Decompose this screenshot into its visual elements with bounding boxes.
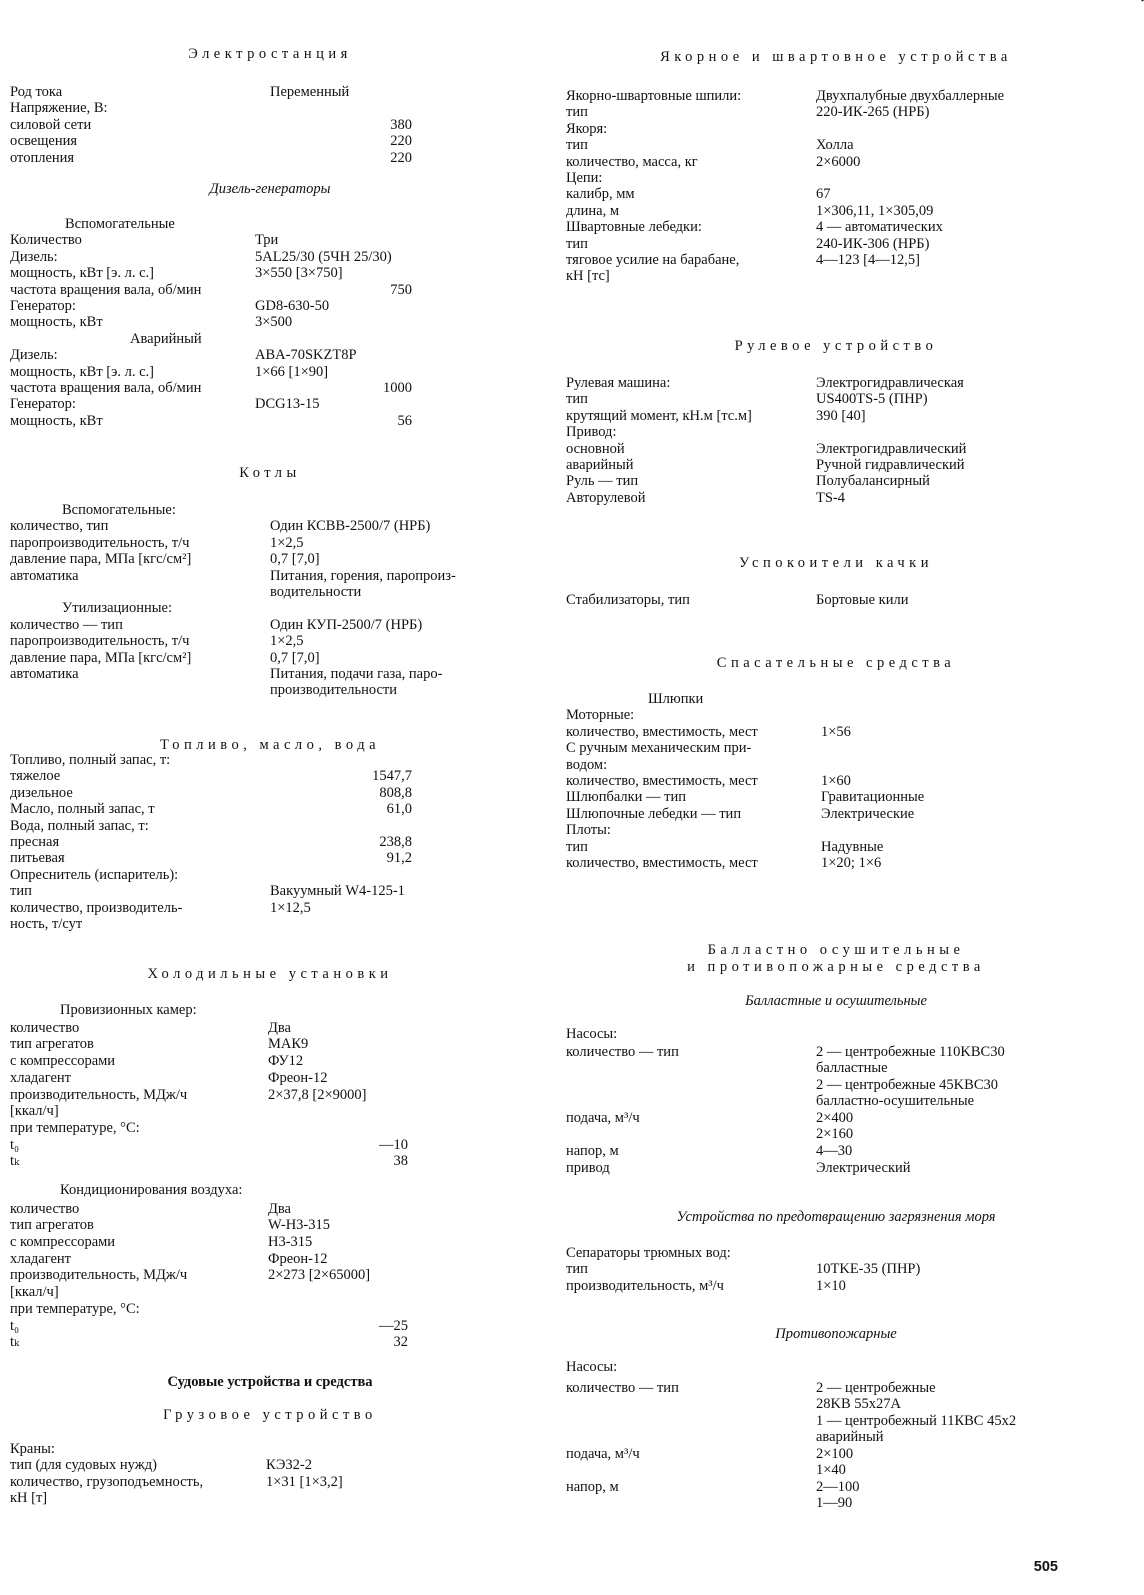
row-label: Генератор: [10, 298, 76, 314]
row-value: Два [268, 1201, 291, 1217]
row-value: 1×31 [1×3,2] [266, 1473, 343, 1490]
row-value: ABA-70SKZT8P [255, 347, 357, 364]
row-number: 220 [390, 133, 412, 150]
row-label: Утилизационные: [62, 600, 173, 617]
row-label: хладагент [10, 1070, 72, 1086]
row-value: 1—90 [816, 1495, 853, 1511]
row-value: 1×12,5 [270, 899, 311, 916]
row-value: 2×400 [816, 1110, 854, 1126]
section-title: Рулевое устройство [734, 338, 938, 354]
row-label: тип (для судовых нужд) [10, 1457, 157, 1474]
row-label: ность, т/сут [10, 916, 83, 932]
row-label: Провизионных камер: [60, 1002, 197, 1018]
row-label: Цепи: [566, 170, 603, 186]
row-label: Якорно-швартовные шпили: [566, 88, 742, 104]
row-label: Аварийный [130, 330, 202, 347]
page-number: 505 [1033, 1559, 1058, 1575]
row-label: с компрессорами [10, 1234, 116, 1250]
row-label: тяжелое [10, 768, 61, 785]
row-number: 91,2 [386, 850, 412, 867]
row-value: Электрогидравлическая [816, 375, 964, 391]
row-value: Бортовые кили [816, 592, 909, 608]
row-label: основной [566, 440, 625, 457]
row-label: мощность, кВт [10, 412, 103, 429]
row-label: силовой сети [10, 116, 92, 133]
row-value: ФУ12 [268, 1053, 304, 1069]
row-label: количество, вместимость, мест [566, 773, 758, 789]
row-label: напор, м [566, 1479, 619, 1495]
row-label: Вспомогательные: [62, 502, 176, 518]
row-label: тип [566, 391, 588, 408]
row-value: H3-315 [268, 1234, 313, 1250]
row-value: 67 [816, 186, 831, 203]
row-number: 56 [397, 412, 412, 429]
section-title: Балластно осушительные [707, 942, 965, 958]
row-label: тип [566, 137, 588, 154]
row-label: tₖ [10, 1153, 20, 1169]
row-label: Сепараторы трюмных вод: [566, 1245, 731, 1261]
row-value: КЭ32-2 [266, 1457, 312, 1474]
row-label: тип [566, 1261, 588, 1278]
row-label: С ручным механическим при- [566, 740, 752, 757]
row-value: Питания, горения, паропроиз- [270, 567, 456, 584]
row-value: 1×40 [816, 1462, 846, 1478]
row-value: Электрический [816, 1160, 911, 1176]
row-label: количество — тип [10, 616, 123, 633]
row-label: при температуре, °С: [10, 1120, 140, 1136]
row-label: Плоты: [566, 822, 611, 839]
row-value: 2×160 [816, 1126, 854, 1142]
row-value: Холла [816, 137, 854, 154]
row-label: тип агрегатов [10, 1036, 94, 1052]
row-value: производительности [270, 682, 397, 699]
row-label: Насосы: [566, 1026, 618, 1042]
row-label: автоматика [10, 567, 79, 584]
row-label: Насосы: [566, 1359, 618, 1375]
row-value: 0,7 [7,0] [270, 551, 320, 568]
section-title: Холодильные установки [147, 966, 393, 982]
row-label: аварийный [566, 457, 634, 473]
row-label: Шлюпбалки — тип [566, 789, 687, 806]
row-label: питьевая [10, 850, 65, 867]
row-label: Шлюпочные лебедки — тип [566, 805, 742, 822]
row-value: 1×10 [816, 1277, 846, 1294]
row-value: 1×56 [821, 723, 851, 740]
row-value: 4—30 [816, 1143, 853, 1159]
section-title: Котлы [239, 465, 301, 481]
row-value: Переменный [270, 84, 350, 100]
row-label: Вспомогательные [65, 216, 175, 232]
row-label: количество, грузоподъемность, [10, 1473, 204, 1490]
row-number: 1000 [383, 380, 412, 396]
row-value: Один КСВВ-2500/7 (НРБ) [270, 518, 431, 535]
row-value: 2 — центробежные 110KBC30 [816, 1044, 1005, 1060]
row-value: 3×550 [3×750] [255, 265, 343, 282]
row-label: Дизель: [10, 248, 58, 265]
row-value: 2×100 [816, 1446, 854, 1462]
row-number: 750 [390, 281, 412, 298]
subsection-title: Дизель-генераторы [209, 181, 331, 197]
row-number: 220 [390, 149, 412, 166]
section-title: Электростанция [188, 46, 352, 62]
row-value: Три [255, 232, 279, 249]
row-value: Электрогидравлический [816, 440, 967, 457]
row-label: количество, тип [10, 518, 109, 535]
row-label: производительность, м³/ч [566, 1277, 724, 1294]
row-value: МАК9 [268, 1036, 309, 1052]
row-value: водительности [270, 584, 362, 600]
row-number: 238,8 [379, 834, 412, 850]
row-label: Дизель: [10, 347, 58, 364]
row-label: t₀ [10, 1137, 20, 1153]
row-label: количество [10, 1201, 80, 1217]
row-value: Фреон-12 [268, 1070, 328, 1086]
row-value: 4 — автоматических [816, 219, 943, 236]
row-label: Рулевая машина: [566, 375, 671, 391]
row-label: дизельное [10, 784, 73, 801]
row-label: подача, м³/ч [566, 1446, 640, 1462]
row-label: крутящий момент, кН.м [тс.м] [566, 407, 752, 424]
row-value: 1×306,11, 1×305,09 [816, 202, 934, 219]
row-value: Гравитационные [821, 789, 925, 806]
row-label: привод [566, 1160, 610, 1176]
row-label: напор, м [566, 1143, 619, 1159]
row-label: Вода, полный запас, т: [10, 817, 149, 834]
row-value: 0,7 [7,0] [270, 649, 320, 666]
row-value: 1×60 [821, 773, 851, 789]
row-label: Шлюпки [648, 691, 704, 707]
row-label: тип [566, 104, 588, 121]
row-number: 38 [393, 1153, 408, 1169]
row-value: 1×2,5 [270, 534, 304, 551]
row-label: Масло, полный запас, т [10, 801, 155, 818]
row-label: количество, вместимость, мест [566, 855, 758, 871]
row-value: 1×20; 1×6 [821, 855, 882, 871]
row-label: производительность, МДж/ч [10, 1267, 188, 1283]
row-label: Стабилизаторы, тип [566, 592, 690, 608]
row-label: Руль — тип [566, 473, 639, 490]
row-value: W-H3-315 [268, 1217, 331, 1233]
subsection-title: Балластные и осушительные [745, 993, 927, 1009]
row-label: тип [566, 235, 588, 252]
row-label: при температуре, °С: [10, 1301, 140, 1317]
row-label: [ккал/ч] [10, 1103, 59, 1119]
row-label: количество, вместимость, мест [566, 723, 758, 740]
row-label: t₀ [10, 1318, 20, 1334]
row-number: 808,8 [379, 784, 412, 801]
row-value: Надувные [821, 838, 884, 855]
row-label: хладагент [10, 1251, 72, 1267]
row-value: GD8-630-50 [255, 298, 330, 314]
corner-scan-line [1113, 0, 1144, 2]
row-value: 2 — центробежные [816, 1380, 936, 1396]
row-label: Кондиционирования воздуха: [60, 1182, 243, 1198]
row-value: балластные [816, 1060, 888, 1076]
row-number: —10 [379, 1137, 408, 1153]
section-title: Топливо, масло, вода [159, 737, 381, 753]
row-label: кН [тс] [566, 268, 610, 285]
row-value: 2—100 [816, 1479, 860, 1495]
row-value: 220-ИК-265 (НРБ) [816, 104, 930, 121]
row-number: 1547,7 [372, 768, 412, 785]
row-value: 390 [40] [816, 407, 866, 424]
row-value: 2 — центробежные 45KBC30 [816, 1077, 998, 1093]
row-label: производительность, МДж/ч [10, 1087, 188, 1103]
row-label: подача, м³/ч [566, 1110, 640, 1126]
row-value: 2×6000 [816, 153, 861, 170]
row-value: 3×500 [255, 314, 293, 331]
row-value: Питания, подачи газа, паро- [270, 666, 443, 682]
row-label: мощность, кВт [э. л. с.] [10, 265, 154, 282]
row-label: паропроизводительность, т/ч [10, 633, 190, 650]
row-label: Моторные: [566, 707, 635, 724]
row-value: 240-ИК-306 (НРБ) [816, 235, 930, 252]
row-label: автоматика [10, 666, 79, 682]
row-value: TS-4 [816, 489, 845, 506]
row-label: [ккал/ч] [10, 1284, 59, 1300]
row-value: балластно-осушительные [816, 1093, 975, 1109]
section-title: Грузовое устройство [163, 1407, 377, 1423]
section-title: Спасательные средства [716, 655, 956, 671]
row-label: количество, масса, кг [566, 153, 698, 170]
section-title: Успокоители качки [739, 555, 933, 571]
row-label: количество [10, 1020, 80, 1036]
row-label: Род тока [10, 84, 63, 100]
row-label: Привод: [566, 424, 617, 441]
row-value: Полубалансирный [816, 473, 930, 490]
row-value: 2×37,8 [2×9000] [268, 1087, 367, 1103]
section-title: и противопожарные средства [687, 959, 985, 975]
row-label: Якоря: [566, 120, 608, 137]
row-number: 32 [393, 1334, 408, 1350]
row-value: DCG13-15 [255, 396, 320, 413]
row-label: давление пара, МПа [кгс/см²] [10, 649, 192, 666]
row-value: аварийный [816, 1429, 884, 1445]
row-label: Топливо, полный запас, т: [10, 752, 171, 768]
row-label: водом: [566, 756, 608, 773]
row-label: тип агрегатов [10, 1217, 94, 1233]
row-label: частота вращения вала, об/мин [10, 281, 202, 298]
row-label: Швартовные лебедки: [566, 219, 702, 236]
row-label: давление пара, МПа [кгс/см²] [10, 551, 192, 568]
row-value: 28KB 55x27A [816, 1396, 901, 1412]
row-value: Ручной гидравлический [816, 457, 965, 473]
row-label: мощность, кВт [э. л. с.] [10, 363, 154, 380]
row-value: Вакуумный W4-125-1 [270, 883, 405, 900]
row-label: кН [т] [10, 1490, 48, 1507]
row-label: Опреснитель (испаритель): [10, 866, 179, 883]
subsection-title: Устройства по предотвращению загрязнения моря [676, 1209, 996, 1225]
row-label: Количество [10, 232, 82, 249]
row-value: 4—123 [4—12,5] [816, 252, 920, 268]
row-label: тип [566, 838, 588, 855]
subsection-title: Противопожарные [775, 1326, 897, 1342]
row-label: количество — тип [566, 1044, 679, 1060]
row-value: Двухпалубные двухбаллерные [816, 88, 1005, 104]
row-value: US400TS-5 (ПНР) [816, 391, 928, 408]
row-label: паропроизводительность, т/ч [10, 534, 190, 551]
row-value: 1×2,5 [270, 633, 304, 650]
row-value: Два [268, 1020, 291, 1036]
row-number: —25 [379, 1318, 408, 1334]
row-value: 5AL25/30 (5ЧН 25/30) [255, 248, 392, 265]
row-label: количество, производитель- [10, 899, 183, 916]
row-label: с компрессорами [10, 1053, 116, 1069]
row-label: калибр, мм [566, 186, 635, 203]
row-value: Фреон-12 [268, 1251, 328, 1267]
row-number: 61,0 [386, 801, 412, 818]
row-label: пресная [10, 834, 60, 850]
section-title: Якорное и швартовное устройства [660, 49, 1012, 65]
row-label: частота вращения вала, об/мин [10, 380, 202, 396]
row-label: тип [10, 883, 32, 900]
row-value: 10TKE-35 (ПНР) [816, 1261, 921, 1278]
row-value: Один КУП-2500/7 (НРБ) [270, 616, 423, 633]
row-label: Авторулевой [566, 489, 646, 506]
row-label: освещения [10, 133, 78, 150]
row-label: длина, м [566, 202, 619, 219]
row-label: количество — тип [566, 1380, 679, 1396]
row-label: Напряжение, В: [10, 100, 108, 117]
row-label: Краны: [10, 1441, 55, 1457]
row-value: 2×273 [2×65000] [268, 1267, 371, 1283]
row-value: 1 — центробежный 11КВС 45x2 [816, 1413, 1017, 1429]
row-value: Электрические [821, 805, 915, 822]
row-label: тяговое усилие на барабане, [566, 252, 740, 268]
row-value: 1×66 [1×90] [255, 363, 329, 380]
main-heading: Судовые устройства и средства [167, 1374, 373, 1390]
row-label: tₖ [10, 1334, 20, 1350]
row-number: 380 [390, 116, 412, 133]
row-label: Генератор: [10, 396, 76, 413]
row-label: мощность, кВт [10, 314, 103, 331]
row-label: отопления [10, 149, 75, 166]
